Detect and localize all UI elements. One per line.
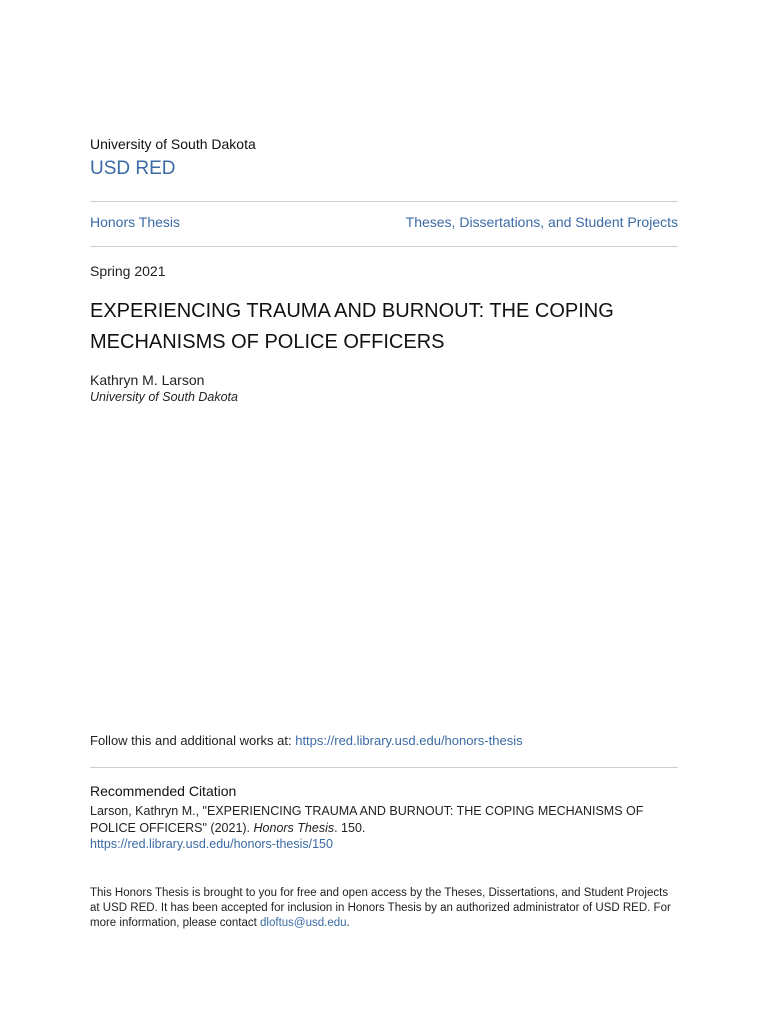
follow-url-link[interactable]: https://red.library.usd.edu/honors-thesis (295, 733, 523, 748)
follow-line (90, 733, 523, 748)
follow-text: Follow this and additional works at: (90, 733, 296, 748)
notice-end: . (346, 917, 350, 929)
author-affiliation: University of South Dakota (90, 390, 238, 404)
divider-bottom (90, 767, 678, 768)
divider-middle (90, 246, 678, 247)
citation-heading: Recommended Citation (90, 783, 237, 799)
repository-link[interactable]: USD RED (90, 158, 176, 179)
access-notice (90, 886, 678, 931)
collection-link-theses[interactable]: Theses, Dissertations, and Student Projects (405, 214, 678, 230)
divider-top (90, 201, 678, 202)
collections-bar (90, 214, 678, 230)
author-name: Kathryn M. Larson (90, 372, 205, 388)
citation-text (90, 803, 678, 837)
notice-text: This Honors Thesis is brought to you for free and open access by the Theses, Dissertations, and Student Projects at USD RED. It has been accepted for inclusion in Honors Thesis by an authorized administrator of USD RED. For more information, please contact (90, 887, 671, 929)
paper-title: EXPERIENCING TRAUMA AND BURNOUT: THE COPING MECHANISMS OF POLICE OFFICERS (90, 300, 614, 353)
citation-url-link[interactable]: https://red.library.usd.edu/honors-thesis/150 (90, 837, 333, 851)
citation-series: Honors Thesis (253, 821, 335, 835)
citation-text-start: Larson, Kathryn M., "EXPERIENCING TRAUMA AND BURNOUT: THE COPING MECHANISMS OF POLICE OFFICERS" (2021). (90, 804, 644, 835)
publication-date: Spring 2021 (90, 263, 166, 279)
citation-text-end: . 150. (334, 821, 366, 835)
cover-page (90, 0, 678, 1024)
collection-link-honors-thesis[interactable]: Honors Thesis (90, 214, 181, 230)
institution-name: University of South Dakota (90, 136, 256, 152)
contact-email-link[interactable]: dloftus@usd.edu (260, 917, 347, 929)
